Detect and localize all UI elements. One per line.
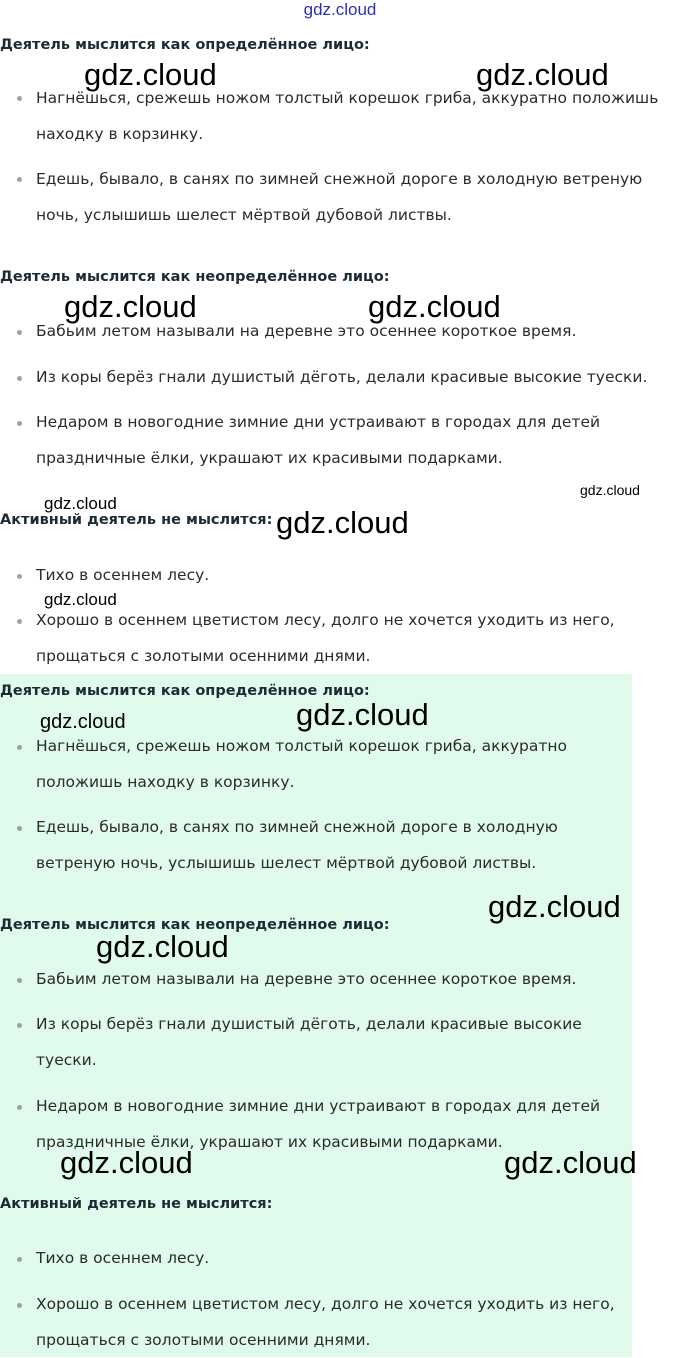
watermark-logo: gdz.cloud [96, 929, 229, 964]
bullet-icon [17, 745, 22, 750]
list-item: Из коры берёз гнали душистый дёготь, делали красивые высокие туески. [36, 1015, 582, 1069]
heading-no-actor: Активный деятель не мыслится: [0, 512, 273, 528]
bullet-icon [17, 978, 22, 983]
watermark-logo: gdz.cloud [488, 889, 621, 924]
bullet-icon [17, 376, 22, 381]
heading-definite-person: Деятель мыслится как определённое лицо: [0, 683, 370, 699]
list-item: Из коры берёз гнали душистый дёготь, делали красивые высокие туески. [36, 368, 648, 386]
bullet-icon [17, 1105, 22, 1110]
heading-indefinite-person: Деятель мыслится как неопределённое лицо: [0, 269, 390, 285]
list-item: Тихо в осеннем лесу. [36, 1249, 210, 1267]
list-item: Бабьим летом называли на деревне это осеннее короткое время. [36, 970, 577, 988]
bullet-icon [17, 1257, 22, 1262]
watermark-logo: gdz.cloud [60, 1145, 193, 1180]
watermark-logo: gdz.cloud [276, 505, 409, 540]
list-item: Недаром в новогодние зимние дни устраивают в городах для детей праздничные ёлки, украшают их красивыми подарками. [36, 413, 601, 467]
list-item: Хорошо в осеннем цветистом лесу, долго не хочется уходить из него, прощаться с золотыми осенними днями. [36, 611, 615, 665]
heading-definite-person: Деятель мыслится как определённое лицо: [0, 37, 370, 53]
watermark-logo: gdz.cloud [84, 57, 217, 92]
watermark-logo: gdz.cloud [44, 494, 117, 513]
heading-no-actor: Активный деятель не мыслится: [0, 1196, 273, 1212]
bullet-icon [17, 1023, 22, 1028]
list-item: Хорошо в осеннем цветистом лесу, долго не хочется уходить из него, прощаться с золотыми осенними днями. [36, 1295, 615, 1349]
bullet-icon [17, 574, 22, 579]
list-item: Едешь, бывало, в санях по зимней снежной дороге в холодную ветреную ночь, услышишь шелест мёртвой дубовой листвы. [36, 818, 558, 872]
bullet-icon [17, 1303, 22, 1308]
bullet-icon [17, 96, 22, 101]
heading-indefinite-person: Деятель мыслится как неопределённое лицо: [0, 917, 390, 933]
list-item: Недаром в новогодние зимние дни устраивают в городах для детей праздничные ёлки, украшают их красивыми подарками. [36, 1097, 601, 1151]
watermark-logo: gdz.cloud [504, 1145, 637, 1180]
bullet-icon [17, 177, 22, 182]
watermark-logo: gdz.cloud [64, 289, 197, 324]
watermark-logo: gdz.cloud [476, 57, 609, 92]
bullet-icon [17, 826, 22, 831]
watermark-logo: gdz.cloud [580, 482, 640, 498]
watermark-logo: gdz.cloud [296, 697, 429, 732]
bullet-icon [17, 421, 22, 426]
list-item: Бабьим летом называли на деревне это осеннее короткое время. [36, 322, 577, 340]
site-header-link[interactable]: gdz.cloud [303, 0, 377, 19]
list-item: Нагнёшься, срежешь ножом толстый корешок гриба, аккуратно положишь находку в корзинку. [36, 89, 659, 143]
bullet-icon [17, 619, 22, 624]
list-item: Едешь, бывало, в санях по зимней снежной дороге в холодную ветреную ночь, услышишь шелест мёртвой дубовой листвы. [36, 170, 643, 224]
watermark-logo: gdz.cloud [40, 711, 126, 733]
list-item: Тихо в осеннем лесу. [36, 566, 210, 584]
list-item: Нагнёшься, срежешь ножом толстый корешок гриба, аккуратно положишь находку в корзинку. [36, 737, 568, 791]
watermark-logo: gdz.cloud [44, 590, 117, 609]
bullet-icon [17, 330, 22, 335]
watermark-logo: gdz.cloud [368, 289, 501, 324]
